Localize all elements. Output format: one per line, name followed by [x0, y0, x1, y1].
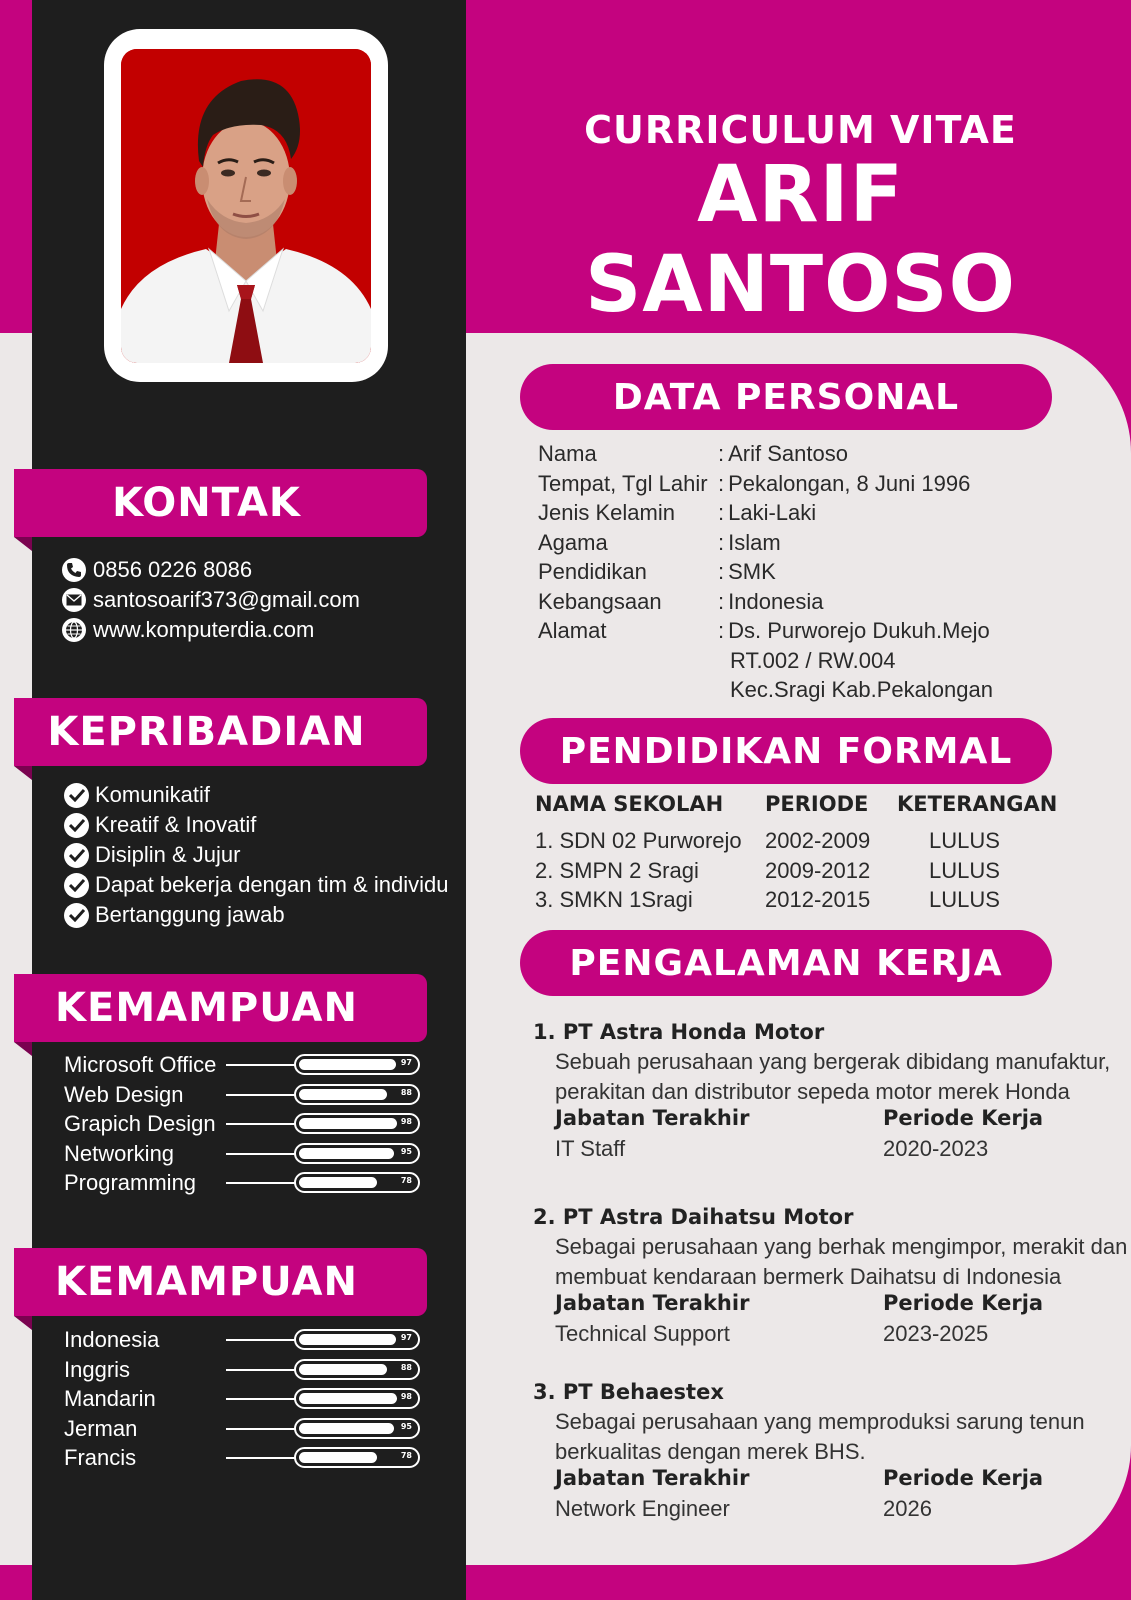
skill-label: Programming	[64, 1170, 197, 1195]
skill-row	[64, 1109, 424, 1139]
skill-connector	[226, 1339, 296, 1341]
skill-label: Web Design	[64, 1081, 184, 1107]
skills-header	[14, 974, 427, 1042]
education-period: 2009-2012	[765, 857, 871, 883]
job-company: 1. PT Astra Honda Motor	[533, 1020, 825, 1044]
job-company: 2. PT Astra Daihatsu Motor	[533, 1205, 854, 1229]
contact-phone[interactable]	[62, 555, 360, 585]
language-row	[64, 1414, 424, 1444]
cv-label: CURRICULUM VITAE	[584, 108, 1017, 152]
job-company: 3. PT Behaestex	[533, 1380, 724, 1404]
skill-value: 98	[400, 1117, 412, 1126]
job-position: Technical Support	[555, 1321, 730, 1346]
skill-value: 95	[400, 1146, 412, 1156]
education-period: 2012-2015	[765, 887, 871, 912]
skill-connector	[226, 1398, 296, 1400]
job-period: 2023-2025	[883, 1321, 989, 1346]
skill-value: 97	[400, 1058, 412, 1067]
check-icon	[64, 843, 89, 868]
skill-progress-bar	[294, 1172, 420, 1193]
list-item	[64, 900, 448, 930]
skill-progress-fill	[299, 1148, 394, 1159]
job-position-label: Jabatan Terakhir	[555, 1106, 750, 1130]
skill-label: Mandarin	[64, 1386, 156, 1411]
skill-value: 97	[400, 1333, 412, 1342]
skill-value: 88	[400, 1087, 412, 1097]
table-row: Jenis Kelamin : Laki-Laki	[538, 498, 993, 528]
job-desc-line: perakitan dan distributor sepeda motor merek Honda	[555, 1078, 1070, 1104]
contact-phone-text: 0856 0226 8086	[93, 557, 253, 582]
personality-item: Disiplin & Jujur	[95, 842, 241, 867]
job-desc-line: berkualitas dengan merek BHS.	[555, 1438, 866, 1464]
skill-progress-fill	[299, 1423, 394, 1434]
skill-value: 95	[400, 1421, 412, 1431]
personality-item: Komunikatif	[95, 782, 210, 807]
skill-connector	[226, 1123, 296, 1125]
check-icon	[64, 783, 89, 808]
table-row: Pendidikan : SMK	[538, 557, 993, 587]
personality-list	[64, 780, 448, 930]
personal-value: Islam	[728, 529, 781, 555]
personal-value: Laki-Laki	[728, 500, 817, 525]
job-period-label: Periode Kerja	[883, 1106, 1044, 1130]
skill-label: Networking	[64, 1140, 175, 1166]
contact-header	[14, 469, 427, 537]
skill-progress-bar	[294, 1143, 420, 1164]
work-title: PENGALAMAN KERJA	[569, 942, 1003, 984]
skill-value: 78	[400, 1451, 412, 1460]
education-note: LULUS	[929, 857, 1000, 883]
skill-progress-fill	[299, 1118, 397, 1129]
personal-key: Tempat, Tgl Lahir	[538, 470, 708, 496]
skill-progress-bar	[294, 1359, 420, 1380]
table-row	[535, 826, 1055, 856]
table-row: Alamat : Ds. Purworejo Dukuh.Mejo	[538, 616, 993, 646]
name-title: ARIF SANTOSO	[585, 150, 1016, 330]
skill-value: 78	[400, 1176, 412, 1185]
job-desc-line: membuat kendaraan bermerk Daihatsu di Indonesia	[555, 1263, 1062, 1289]
skill-progress-bar	[294, 1329, 420, 1350]
table-row: Nama : Arif Santoso	[538, 439, 993, 469]
education-note: LULUS	[929, 828, 1000, 853]
skill-row	[64, 1168, 424, 1198]
skill-connector	[226, 1153, 296, 1155]
job-position-label: Jabatan Terakhir	[555, 1466, 750, 1490]
skill-progress-fill	[299, 1364, 387, 1375]
skill-label: Microsoft Office	[64, 1052, 217, 1077]
list-item	[64, 780, 448, 810]
language-row	[64, 1384, 424, 1414]
skill-label: Indonesia	[64, 1327, 160, 1352]
skill-row	[64, 1050, 424, 1080]
job-entry	[533, 1377, 1113, 1526]
contact-email[interactable]	[62, 585, 360, 615]
job-meta	[555, 1466, 1113, 1526]
skill-progress-bar	[294, 1388, 420, 1409]
globe-icon	[62, 618, 86, 642]
skill-progress-bar	[294, 1418, 420, 1439]
skill-progress-bar	[294, 1054, 420, 1075]
check-icon	[64, 873, 89, 898]
education-period: 2002-2009	[765, 828, 871, 853]
contact-website[interactable]	[62, 615, 360, 645]
personal-key: Alamat	[538, 618, 607, 643]
personal-key: Jenis Kelamin	[538, 500, 675, 525]
table-row	[535, 856, 1055, 886]
job-position: IT Staff	[555, 1136, 626, 1161]
address-line: RT.002 / RW.004	[730, 647, 896, 673]
list-item	[64, 810, 448, 840]
skill-progress-fill	[299, 1334, 396, 1345]
check-icon	[64, 813, 89, 838]
personality-item: Dapat bekerja dengan tim & individu	[95, 872, 449, 897]
work-header	[520, 930, 1052, 996]
languages-title: KEMAMPUAN	[55, 1259, 358, 1305]
education-school: 1. SDN 02 Purworejo	[535, 828, 742, 853]
skills-title: KEMAMPUAN	[55, 985, 358, 1031]
table-row	[535, 885, 1055, 915]
skill-progress-fill	[299, 1393, 397, 1404]
education-title: PENDIDIKAN FORMAL	[559, 730, 1013, 772]
skill-connector	[226, 1428, 296, 1430]
list-item	[64, 870, 448, 900]
contact-email-text: santosoarif373@gmail.com	[93, 587, 360, 612]
skill-progress-fill	[299, 1059, 396, 1070]
job-period: 2026	[883, 1496, 932, 1521]
personal-key: Agama	[538, 529, 608, 555]
education-col-school: NAMA SEKOLAH	[535, 792, 724, 816]
personal-title: DATA PERSONAL	[612, 376, 960, 418]
personal-key: Nama	[538, 441, 597, 466]
personal-header	[520, 364, 1052, 430]
language-row	[64, 1443, 424, 1473]
language-row	[64, 1325, 424, 1355]
job-meta	[555, 1106, 1113, 1166]
skill-connector	[226, 1064, 296, 1066]
skill-progress-fill	[299, 1177, 377, 1188]
personal-key: Pendidikan	[538, 559, 647, 584]
personal-key: Kebangsaan	[538, 588, 662, 614]
job-position-label: Jabatan Terakhir	[555, 1291, 750, 1315]
portrait-photo	[121, 49, 371, 363]
job-period-label: Periode Kerja	[883, 1291, 1044, 1315]
skill-progress-bar	[294, 1084, 420, 1105]
contact-list	[62, 555, 360, 645]
education-col-period: PERIODE	[765, 792, 869, 816]
contact-website-text: www.komputerdia.com	[93, 617, 315, 642]
skill-progress-bar	[294, 1447, 420, 1468]
table-row: Kebangsaan : Indonesia	[538, 587, 993, 617]
job-description	[533, 1407, 1113, 1466]
personality-item: Kreatif & Inovatif	[95, 812, 257, 837]
skill-progress-bar	[294, 1113, 420, 1134]
personal-value: SMK	[728, 559, 776, 584]
education-col-note: KETERANGAN	[897, 792, 1058, 816]
skill-label: Jerman	[64, 1415, 138, 1441]
job-position: Network Engineer	[555, 1496, 730, 1521]
skill-label: Grapich Design	[64, 1111, 216, 1136]
skill-label: Inggris	[64, 1356, 131, 1382]
education-header	[520, 718, 1052, 784]
personal-value: Ds. Purworejo Dukuh.Mejo	[728, 618, 990, 643]
contact-title: KONTAK	[112, 480, 301, 526]
job-period-label: Periode Kerja	[883, 1466, 1044, 1490]
skill-progress-fill	[299, 1089, 387, 1100]
personal-value: Indonesia	[728, 588, 824, 614]
education-school: 3. SMKN 1Sragi	[535, 887, 693, 912]
job-desc-line: Sebuah perusahaan yang bergerak dibidang manufaktur,	[555, 1049, 1111, 1074]
languages-header	[14, 1248, 427, 1316]
mail-icon	[62, 588, 86, 612]
photo-frame	[104, 29, 388, 382]
personality-header	[14, 698, 427, 766]
list-item	[64, 840, 448, 870]
phone-icon	[62, 558, 86, 582]
education-school: 2. SMPN 2 Sragi	[535, 857, 699, 883]
skill-value: 88	[400, 1362, 412, 1372]
job-description	[533, 1047, 1113, 1106]
personal-table	[538, 439, 993, 705]
skill-row	[64, 1139, 424, 1169]
skill-connector	[226, 1369, 296, 1371]
skill-label: Francis	[64, 1445, 137, 1470]
education-note: LULUS	[929, 887, 1000, 912]
skill-connector	[226, 1457, 296, 1459]
table-row: Agama : Islam	[538, 528, 993, 558]
skill-connector	[226, 1094, 296, 1096]
education-table	[535, 826, 1055, 915]
job-entry	[533, 1202, 1128, 1351]
languages-list	[64, 1325, 424, 1473]
job-desc-line: Sebagai perusahaan yang berhak mengimpor, merakit dan	[555, 1234, 1128, 1259]
job-description	[533, 1232, 1128, 1291]
job-entry	[533, 1017, 1113, 1166]
table-row: Tempat, Tgl Lahir : Pekalongan, 8 Juni 1996	[538, 469, 993, 499]
check-icon	[64, 903, 89, 928]
personality-item: Bertanggung jawab	[95, 902, 285, 927]
personal-value: Pekalongan, 8 Juni 1996	[728, 470, 971, 496]
skill-row	[64, 1080, 424, 1110]
language-row	[64, 1355, 424, 1385]
job-desc-line: Sebagai perusahaan yang memproduksi sarung tenun	[555, 1409, 1085, 1434]
skill-progress-fill	[299, 1452, 377, 1463]
skills-list	[64, 1050, 424, 1198]
job-period: 2020-2023	[883, 1136, 989, 1161]
personal-value: Arif Santoso	[728, 441, 848, 466]
skill-value: 98	[400, 1392, 412, 1401]
skill-connector	[226, 1182, 296, 1184]
job-meta	[555, 1291, 1113, 1351]
personality-title: KEPRIBADIAN	[47, 709, 366, 755]
address-line: Kec.Sragi Kab.Pekalongan	[730, 677, 993, 702]
